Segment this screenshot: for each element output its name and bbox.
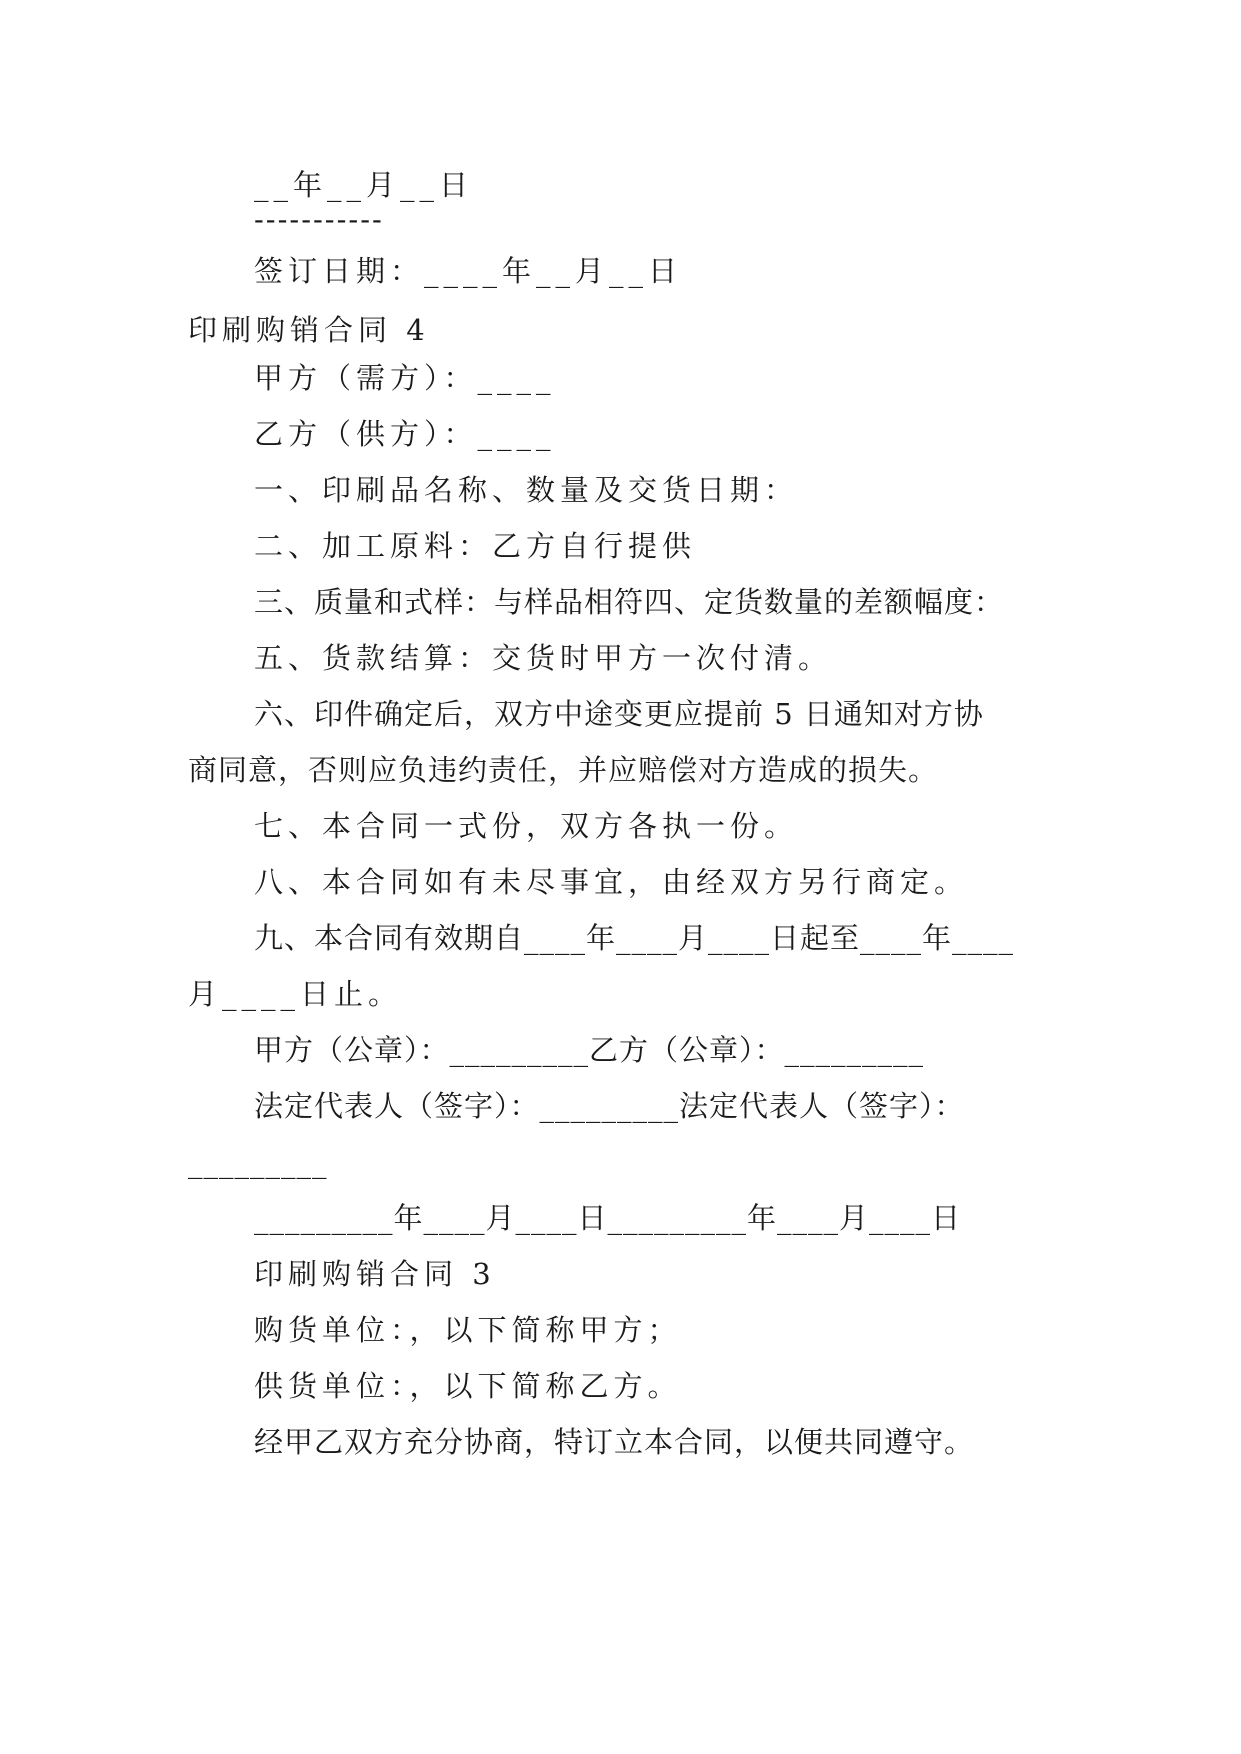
supplier-line: 供货单位：，以下简称乙方。: [254, 1369, 682, 1403]
signing-date-line: 签订日期：____年__月__日: [254, 254, 683, 288]
signature-dates-line: _________年____月____日_________年____月____日: [254, 1201, 962, 1235]
party-b-line: 乙方（供方）：____: [254, 417, 556, 451]
clause-7: 七、本合同一式份，双方各执一份。: [254, 809, 799, 843]
clause-3-4: 三、质量和式样：与样品相符四、定货数量的差额幅度：: [254, 585, 1005, 619]
clause-6-line-1: 六、印件确定后，双方中途变更应提前 5 日通知对方协: [254, 697, 984, 731]
clause-2: 二、加工原料：乙方自行提供: [254, 529, 697, 563]
representative-blank: _________: [188, 1145, 328, 1179]
separator-line: -----------: [254, 202, 384, 236]
clause-5: 五、货款结算：交货时甲方一次付清。: [254, 641, 833, 675]
clause-8: 八、本合同如有未尽事宜，由经双方另行商定。: [254, 865, 969, 899]
buyer-line: 购货单位：，以下简称甲方；: [254, 1313, 682, 1347]
date-line: __年__月__日: [254, 168, 474, 202]
representative-line: 法定代表人（签字）：_________法定代表人（签字）：: [254, 1089, 965, 1123]
section-heading-contract-4: 印刷购销合同 4: [188, 313, 430, 347]
clause-6-line-2: 商同意，否则应负违约责任，并应赔偿对方造成的损失。: [188, 753, 939, 787]
section-heading-contract-3: 印刷购销合同 3: [254, 1257, 496, 1291]
party-a-line: 甲方（需方）：____: [254, 361, 556, 395]
clause-1: 一、印刷品名称、数量及交货日期：: [254, 473, 799, 507]
clause-9-line-2: 月____日止。: [188, 977, 403, 1011]
seal-line: 甲方（公章）：_________乙方（公章）：_________: [254, 1033, 925, 1067]
agreement-line: 经甲乙双方充分协商，特订立本合同，以便共同遵守。: [254, 1425, 975, 1459]
clause-9-line-1: 九、本合同有效期自____年____月____日起至____年____: [254, 921, 1015, 955]
